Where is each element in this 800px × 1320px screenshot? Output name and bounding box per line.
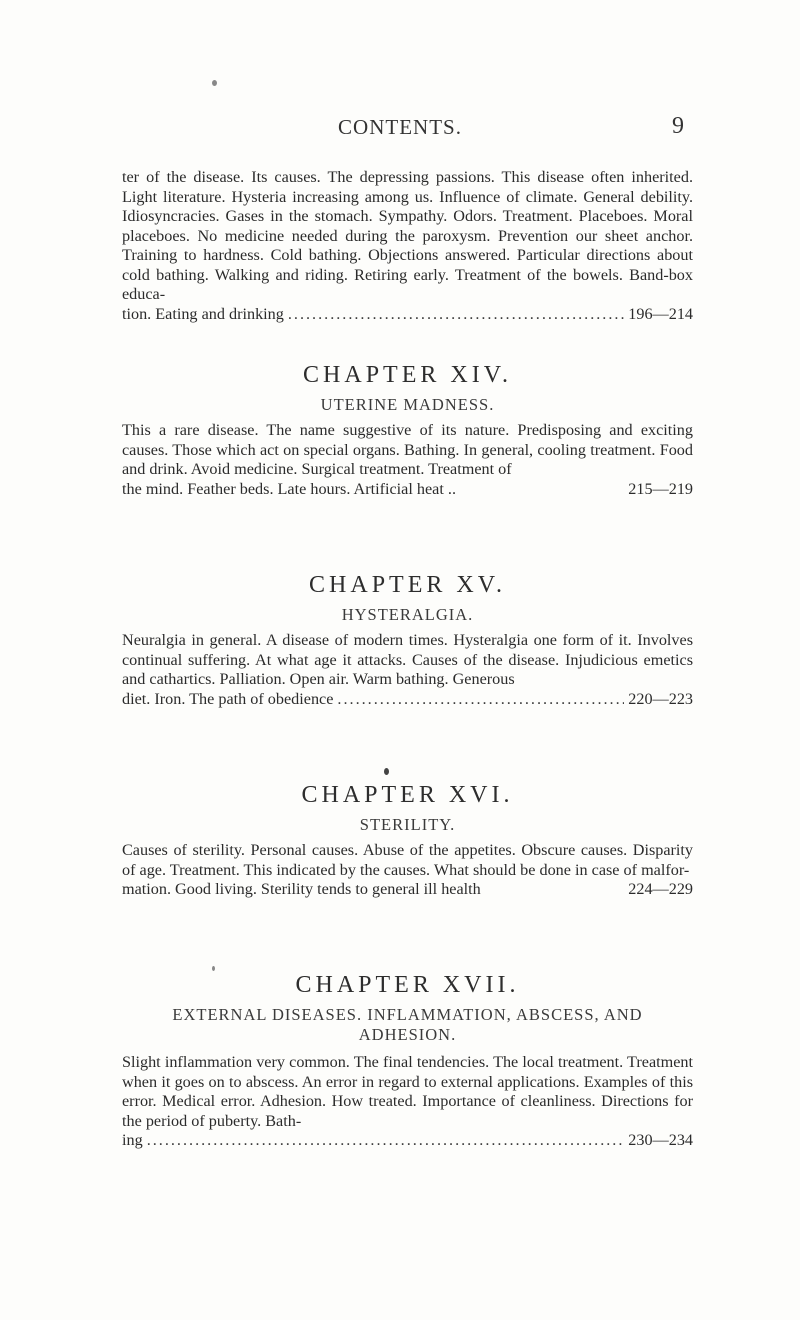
toc-entry-text: This a rare disease. The name suggestive of its nature. Predisposing and exciting causes. Those which act on special organs. Bathing. In general, cooling treatment. Food and drink. Avoid medicine. Surgical treatment. Treatment of — [122, 421, 693, 478]
chapter-subtitle: UTERINE MADNESS. — [320, 395, 495, 414]
page-number: 9 — [672, 113, 684, 139]
toc-entry-chapter-xiv — [122, 362, 693, 499]
toc-entry-last-text: diet. Iron. The path of obedience — [122, 689, 334, 708]
toc-entry-last-text: tion. Eating and drinking — [122, 304, 284, 323]
toc-entry-last-line — [122, 480, 693, 500]
toc-entry-pages: 196—214 — [628, 304, 693, 323]
chapter-heading: CHAPTER XV. — [309, 572, 506, 598]
toc-entry-last-text: ing — [122, 1131, 143, 1149]
ink-speck — [212, 966, 215, 971]
toc-entry-text: Causes of sterility. Personal causes. Abuse of the appetites. Obscure causes. Disparity of age. Treatment. This indicated by the causes. What should be done in case of malfor- — [122, 841, 693, 879]
ink-speck — [384, 768, 389, 775]
toc-entry-chapter-xvii — [122, 972, 693, 1151]
chapter-heading: CHAPTER XVII. — [295, 972, 520, 998]
dot-leader — [147, 1131, 625, 1151]
toc-entry-pages: 215—219 — [628, 479, 693, 498]
toc-entry-pages: 224—229 — [628, 880, 693, 898]
running-title: CONTENTS. — [338, 115, 462, 139]
chapter-subtitle: HYSTERALGIA. — [341, 605, 474, 624]
toc-entry-chapter-xv — [122, 572, 693, 709]
toc-entry-last-text: mation. Good living. Sterility tends to general ill health — [122, 880, 481, 898]
dot-leader — [337, 690, 624, 710]
chapter-subtitle: EXTERNAL DISEASES. INFLAMMATION, ABSCESS, AND ADHESION. — [172, 1005, 643, 1044]
toc-entry-last-line — [122, 690, 693, 710]
chapter-heading: CHAPTER XIV. — [303, 362, 512, 388]
toc-entry-text: Neuralgia in general. A disease of modern times. Hysteralgia one form of it. Involves continual suffering. At what age it attacks. Causes of the disease. Injudicious emetics and cathartics. Palliation. Open air. Warm bathing. Generous — [122, 631, 693, 688]
dot-leader — [288, 305, 624, 325]
ink-speck — [212, 80, 217, 86]
toc-entry-pages: 230—234 — [628, 1131, 693, 1149]
toc-entry-text: ter of the disease. Its causes. The depressing passions. This disease often inherited. Light literature. Hysteria increasing among us. Influence of climate. General debility. Idiosyncracies. Gases in the stomach. Sympathy. Odors. Treatment. Placeboes. Moral placeboes. No medicine needed during the paroxysm. Prevention our sheet anchor. Training to hardness. Cold bathing. Objections answered. Particular directions about cold bathing. Walking and riding. Retiring early. Treatment of the bowels. Band-box educa- — [122, 168, 693, 303]
running-head — [0, 115, 800, 147]
toc-entry-last-line — [122, 305, 693, 325]
toc-entry-last-line — [122, 1131, 693, 1151]
toc-entry-last-text: the mind. Feather beds. Late hours. Artificial heat .. — [122, 479, 456, 498]
chapter-heading: CHAPTER XVI. — [301, 782, 514, 808]
toc-entry-pages: 220—223 — [628, 689, 693, 708]
toc-entry-text: Slight inflammation very common. The final tendencies. The local treatment. Treatment when it goes on to abscess. An error in regard to external applications. Examples of this error. Medical error. Adhesion. How treated. Importance of cleanliness. Directions for the period of puberty. Bath- — [122, 1053, 693, 1130]
toc-entry-chapter-xvi — [122, 782, 693, 900]
toc-entry-last-line — [122, 880, 693, 900]
chapter-subtitle: STERILITY. — [359, 815, 456, 834]
toc-entry-continued — [122, 168, 693, 324]
